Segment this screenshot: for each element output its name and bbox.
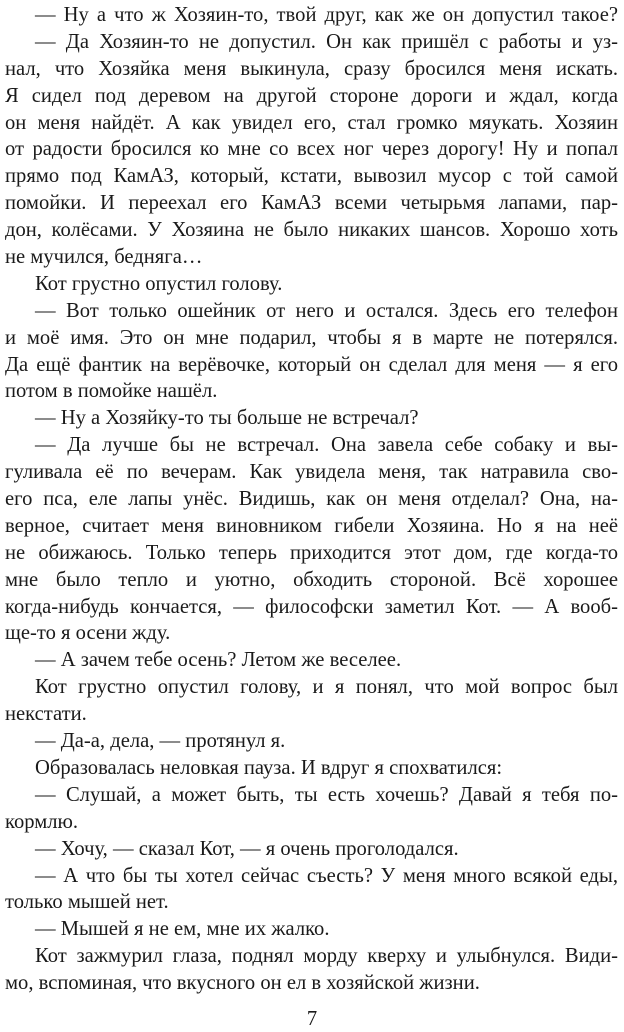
text-line: только мышей нет. [5, 891, 169, 914]
text-line: — А что бы ты хотел сейчас съесть? У меня много всякой еды, [35, 864, 618, 887]
text-line: некстати. [5, 703, 87, 726]
text-line: — Да Хозяин-то не допустил. Он как пришёл с работы и уз- [35, 30, 618, 53]
text-line: нал, что Хозяйка меня выкинула, сразу бросился меня искать. [5, 57, 618, 80]
text-line: и моё имя. Это он мне подарил, чтобы я в марте не потерялся. [5, 326, 618, 349]
text-line: не обижаюсь. Только теперь приходится этот дом, где когда-то [5, 541, 618, 564]
text-line: — Мышей я не ем, мне их жалко. [35, 918, 330, 941]
text-line: Кот грустно опустил голову. [35, 272, 283, 295]
text-line: мне было тепло и уютно, обходить стороной. Всё хорошее [5, 568, 618, 591]
text-line: когда-нибудь кончается, — философски заметил Кот. — А вооб- [5, 595, 618, 618]
text-line: ще-то я осени жду. [5, 622, 171, 645]
text-line: Я сидел под деревом на другой стороне дороги и ждал, когда [5, 84, 618, 107]
text-line: верное, считает меня виновником гибели Хозяина. Но я на неё [5, 514, 618, 537]
text-line: Кот грустно опустил голову, и я понял, что мой вопрос был [35, 676, 618, 699]
text-line: потом в помойке нашёл. [5, 380, 218, 403]
text-line: он меня найдёт. А как увидел его, стал громко мяукать. Хозяин [5, 111, 618, 134]
text-line: — Вот только ошейник от него и остался. Здесь его телефон [35, 299, 618, 322]
text-line: — Да-а, дела, — протянул я. [35, 730, 286, 753]
text-line: гуливала её по вечерам. Как увидела меня, так натравила сво- [5, 461, 618, 484]
text-line: помойки. И переехал его КамАЗ всеми четырьмя лапами, пар- [5, 192, 618, 215]
page-body-text [5, 2, 618, 997]
text-line: Кот зажмурил глаза, поднял морду кверху и улыбнулся. Види- [35, 945, 618, 968]
text-line: кормлю. [5, 810, 79, 833]
text-line: дон, колёсами. У Хозяина не было никаких шансов. Хорошо хоть [5, 219, 618, 242]
text-line: — Хочу, — сказал Кот, — я очень проголодался. [35, 837, 459, 860]
page-number: 7 [306, 1008, 318, 1030]
text-line: — Слушай, а может быть, ты есть хочешь? Давай я тебя по- [35, 783, 618, 806]
text-line: не мучился, бедняга… [5, 246, 203, 269]
text-line: — А зачем тебе осень? Летом же веселее. [35, 649, 402, 672]
text-line: Образовалась неловкая пауза. И вдруг я спохватился: [35, 756, 503, 779]
text-line: от радости бросился ко мне со всех ног через дорогу! Ну и попал [5, 138, 618, 161]
text-line: прямо под КамАЗ, который, кстати, вывозил мусор с той самой [5, 165, 618, 188]
text-line: его пса, еле лапы унёс. Видишь, как он меня отделал? Она, на- [5, 488, 618, 511]
text-line: Да ещё фантик на верёвочке, который он сделал для меня — я его [5, 353, 618, 376]
text-line: мо, вспоминая, что вкусного он ел в хозяйской жизни. [5, 972, 480, 995]
text-line: — Ну а Хозяйку-то ты больше не встречал? [35, 407, 419, 430]
text-line: — Ну а что ж Хозяин-то, твой друг, как же он допустил такое? [35, 4, 618, 26]
text-line: — Да лучше бы не встречал. Она завела себе собаку и вы- [35, 434, 618, 457]
